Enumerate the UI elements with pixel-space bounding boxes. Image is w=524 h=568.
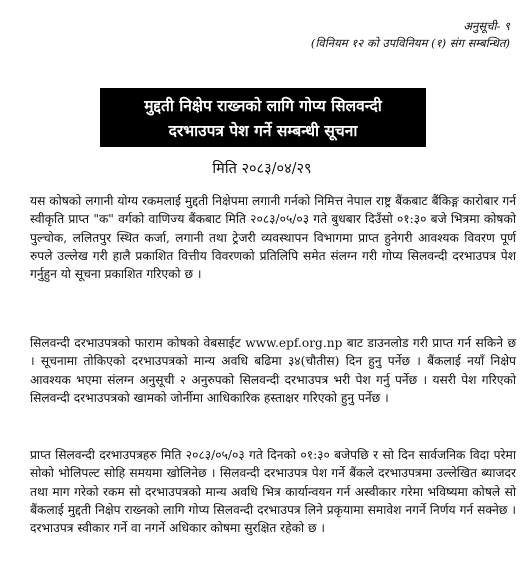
annex-label: अनुसूची- ९	[463, 19, 510, 33]
annex-reference	[311, 18, 510, 52]
paragraph-submission-call: यस कोषको लगानी योग्य रकमलाई मुद्दती निक्षेपमा लगानी गर्नको निमित्त नेपाल राष्ट्र बैंकबाट बैंकिङ्ग कारोबार गर्न स्वीकृति प्राप्त "क" वर्गको वाणिज्य बैंकबाट मिति २०८३/०५/०३ गते बुधबार दिउँसो ०१:३० बजे भित्रमा कोषको पुल्चोक, ललितपुर स्थित कर्जा, लगानी तथा ट्रेजरी व्यवस्थापन विभागमा प्राप्त हुनेगरी आवश्यक विवरण पूर्ण रुपले उल्लेख गरी हालै प्रकाशित वित्तीय विवरणको प्रतिलिपि समेत संलग्न गरी गोप्य सिलवन्दी दरभाउपत्र पेश गर्नुहुन यो सूचना प्रकाशित गरिएको छ ।	[30, 194, 516, 281]
notice-title-line-2: दरभाउपत्र पेश गर्ने सम्बन्धी सूचना	[168, 120, 358, 140]
notice-date: मिति २०८३/०४/२९	[212, 161, 312, 177]
regulation-reference: (विनियम १२ को उपविनियम (१) संग सम्बन्धित)	[310, 36, 510, 50]
notice-title-banner	[100, 88, 426, 147]
paragraph-opening-terms: प्राप्त सिलवन्दी दरभाउपत्रहरु मिति २०८३/०५/०३ गते दिनको ०१:३० बजेपछि र सो दिन सार्वजनिक विदा परेमा सोको भोलिपल्ट सोहि समयमा खोलिनेछ । सिलवन्दी दरभाउपत्र पेश गर्ने बैंकले दरभाउपत्रमा उल्लेखित ब्याजदर तथा माग गरेको रकम सो दरभाउपत्रको मान्य अवधि भित्र कार्यान्वयन गर्न अस्वीकार गरेमा भविष्यमा कोषले सो बैंकलाई मुद्दती निक्षेप राख्नको लागि गोप्य सिलवन्दी दरभाउपत्र लिने प्रकृयामा समावेश नगर्ने निर्णय गर्न सक्नेछ । दरभाउपत्र स्वीकार गर्ने वा नगर्ने अधिकार कोषमा सुरक्षित रहेको छ ।	[30, 448, 516, 535]
paragraph-form-instructions: सिलवन्दी दरभाउपत्रको फाराम कोषको वेबसाईट www.epf.org.np बाट डाउनलोड गरी प्राप्त गर्न सकिने छ । सूचनामा तोकिएको दरभाउपत्रको मान्य अवधि बढिमा ३४(चौतीस) दिन हुनु पर्नेछ । बैंकलाई नयाँ निक्षेप आवश्यक भएमा संलग्न अनुसूची २ अनुरुपको सिलवन्दी दरभाउपत्र भरी पेश गर्नु पर्नेछ । यसरी पेश गरिएको सिलवन्दी दरभाउपत्रको खामको जोर्नीमा आधिकारिक हस्ताक्षर गरिएको हुनु पर्नेछ ।	[30, 336, 516, 405]
notice-title-line-1: मुद्दती निक्षेप राख्नको लागि गोप्य सिलवन्दी	[144, 95, 382, 115]
